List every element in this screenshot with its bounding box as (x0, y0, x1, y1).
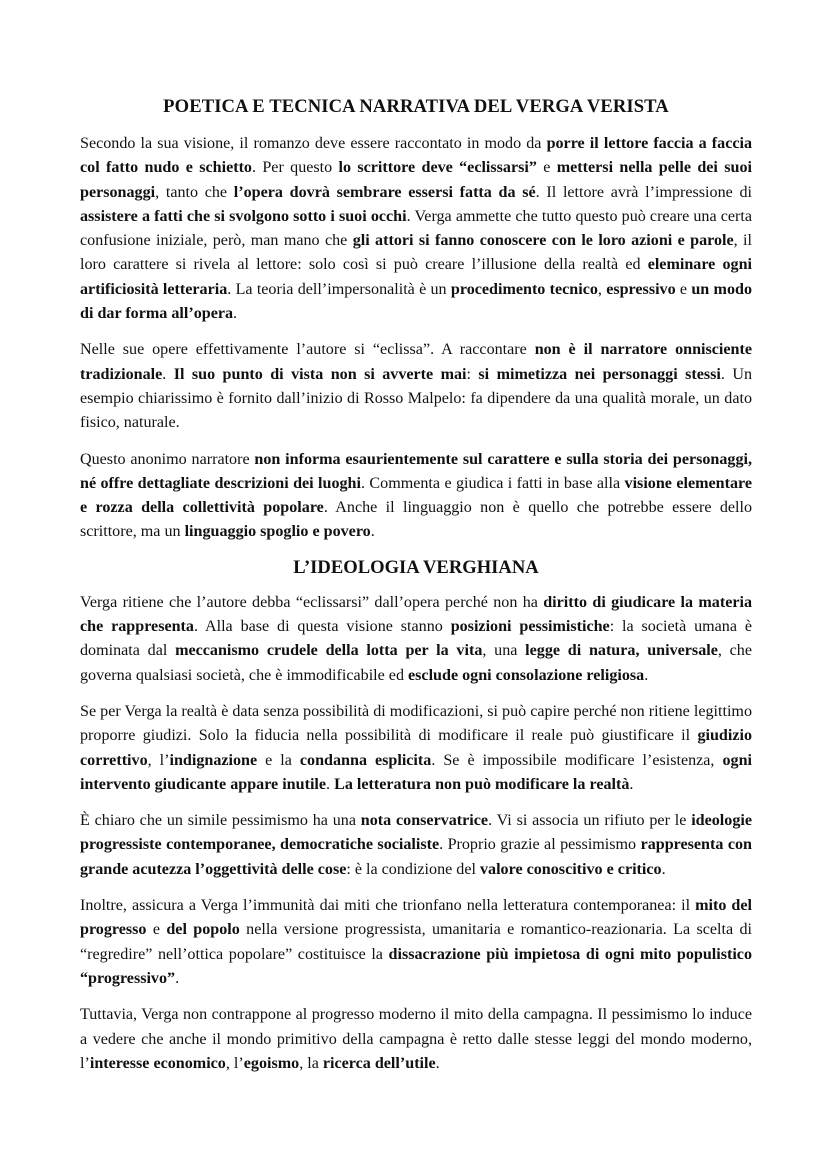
text-run: . (233, 305, 238, 323)
bold-run: giudizio correttivo (80, 727, 752, 769)
section-title-ideologia: L’IDEOLOGIA VERGHIANA (293, 556, 539, 578)
text-run: e (146, 921, 167, 939)
bold-run: espressivo (606, 280, 676, 298)
text-run: È chiaro che un simile pessimismo ha una (80, 812, 361, 830)
paragraph-5 (80, 700, 752, 797)
text-run: . (162, 365, 174, 383)
text-run: . (435, 1054, 440, 1072)
text-run: : la società umana è dominata dal (80, 618, 752, 660)
bold-run: posizioni pessimistiche (450, 618, 610, 636)
paragraph-2 (80, 338, 752, 435)
bold-run: gli attori si fanno conoscere con le loro azioni e parole (352, 232, 734, 250)
text-run: : (466, 365, 479, 383)
text-run: . Il lettore avrà l’impressione di (535, 183, 752, 201)
text-run: . (370, 523, 375, 541)
text-run: . Alla base di questa visione stanno (193, 618, 451, 636)
bold-run: lo scrittore deve “eclissarsi” (338, 159, 537, 177)
bold-run: ricerca dell’utile (322, 1054, 436, 1072)
bold-run: ideologie progressiste contemporanee, democratiche socialiste (80, 812, 752, 854)
bold-run: eleminare ogni artificiosità letteraria (80, 256, 752, 298)
text-run: e (536, 159, 557, 177)
text-run: : è la condizione del (346, 860, 480, 878)
text-run: , l’ (147, 751, 170, 769)
text-run: , tanto che (155, 183, 234, 201)
bold-run: un modo di dar forma all’opera (80, 280, 752, 323)
bold-run: indignazione (169, 751, 258, 769)
text-run: , il loro carattere si rivela al lettore: solo così si può creare l’illusione della realtà ed (80, 232, 752, 274)
text-run: , una (482, 642, 526, 660)
paragraph-6 (80, 809, 752, 882)
text-run: . Vi si associa un rifiuto per le (488, 812, 692, 830)
text-run: Inoltre, assicura a Verga l’immunità dai miti che trionfano nella letteratura contemporanea: il (80, 897, 696, 915)
bold-run: legge di natura, universale (525, 642, 718, 660)
bold-run: si mimetizza nei personaggi stessi (478, 365, 721, 383)
bold-run: del popolo (166, 921, 240, 939)
bold-run: l’opera dovrà sembrare essersi fatta da sé (233, 183, 536, 201)
text-run: . La teoria dell’impersonalità è un (227, 280, 451, 298)
bold-run: procedimento tecnico (450, 280, 598, 298)
text-run: , che governa qualsiasi società, che è immodificabile ed (80, 642, 752, 684)
bold-run: dissacrazione più impietosa di ogni mito populistico “progressivo” (80, 945, 752, 987)
bold-run: linguaggio spoglio e povero (184, 523, 371, 541)
bold-run: valore conoscitivo e critico (479, 860, 662, 878)
bold-run: egoismo (243, 1054, 300, 1072)
bold-run: porre il lettore faccia a faccia col fatto nudo e schietto (80, 135, 752, 177)
paragraph-4 (80, 591, 752, 688)
bold-run: esclude ogni consolazione religiosa (408, 666, 645, 684)
text-run: , la (299, 1054, 323, 1072)
text-run: . Un esempio chiarissimo è fornito dall’inizio di Rosso Malpelo: fa dipendere da una qualità morale, un dato fisico, naturale. (80, 365, 753, 432)
text-run: . (661, 860, 666, 878)
bold-run: meccanismo crudele della lotta per la vita (175, 642, 483, 660)
text-run: . (326, 775, 335, 793)
paragraph-3 (80, 448, 752, 545)
bold-run: non è il narratore onnisciente tradizionale (80, 341, 752, 383)
bold-run: visione elementare e rozza della collettività popolare (80, 474, 752, 517)
text-run: Tuttavia, Verga non contrappone al progresso moderno il mito della campagna. Il pessimismo lo induce a vedere che anche il mondo primitivo della campagna è retto dalle stesse leggi del mondo moderno, l’ (80, 1006, 752, 1072)
bold-run: mito del progresso (80, 897, 752, 939)
paragraph-1 (80, 132, 752, 326)
bold-run: non informa esaurientemente sul carattere e sulla storia dei personaggi, né offre dettagliate descrizioni dei luoghi (80, 450, 752, 492)
text-run: , (597, 280, 607, 298)
paragraph-7 (80, 894, 752, 991)
bold-run: Il suo punto di vista non si avverte mai (173, 365, 467, 383)
text-run: Questo anonimo narratore (80, 450, 255, 468)
text-run: Verga ritiene che l’autore debba “eclissarsi” dall’opera perché non ha (80, 593, 544, 611)
bold-run: mettersi nella pelle dei suoi personaggi (80, 159, 752, 201)
bold-run: ogni intervento giudicante appare inutile (80, 751, 752, 793)
bold-run: diritto di giudicare la materia che rappresenta (80, 593, 753, 636)
text-run: Secondo la sua visione, il romanzo deve essere raccontato in modo da (80, 135, 547, 152)
bold-run: interesse economico (89, 1054, 226, 1072)
bold-run: condanna esplicita (299, 751, 432, 769)
text-run: . (175, 969, 180, 987)
text-run: e la (257, 751, 300, 769)
bold-run: rappresenta con grande acutezza l’oggettività delle cose (80, 836, 752, 878)
text-run: . Commenta e giudica i fatti in base alla (360, 474, 625, 492)
text-run: . (644, 666, 649, 684)
bold-run: assistere a fatti che si svolgono sotto i suoi occhi (80, 207, 407, 225)
bold-run: nota conservatrice (360, 812, 489, 830)
text-run: . Per questo (251, 159, 339, 177)
bold-run: La letteratura non può modificare la realtà (334, 775, 630, 793)
section-title-poetica: POETICA E TECNICA NARRATIVA DEL VERGA VERISTA (163, 96, 669, 117)
text-run: . Verga ammette che tutto questo può creare una certa confusione iniziale, però, man mano che (80, 207, 752, 250)
text-run: nella versione progressista, umanitaria e romantico-reazionaria. La scelta di “regredire” nell’ottica popolare” costituisce la (80, 921, 752, 963)
paragraph-8 (80, 1003, 752, 1076)
text-run: . (629, 775, 634, 793)
text-run: . Se è impossibile modificare l’esistenza, (431, 751, 723, 769)
text-run: . Anche il linguaggio non è quello che potrebbe essere dello scrittore, ma un (80, 499, 753, 541)
text-run: . Proprio grazie al pessimismo (439, 836, 641, 854)
text-run: , l’ (225, 1054, 244, 1072)
text-run: Nelle sue opere effettivamente l’autore si “eclissa”. A raccontare (80, 341, 535, 359)
text-run: e (675, 280, 692, 298)
text-run: Se per Verga la realtà è data senza possibilità di modificazioni, si può capire perché non ritiene legittimo proporre giudizi. Solo la fiducia nella possibilità di modificare il reale può giustificare il (80, 702, 752, 745)
